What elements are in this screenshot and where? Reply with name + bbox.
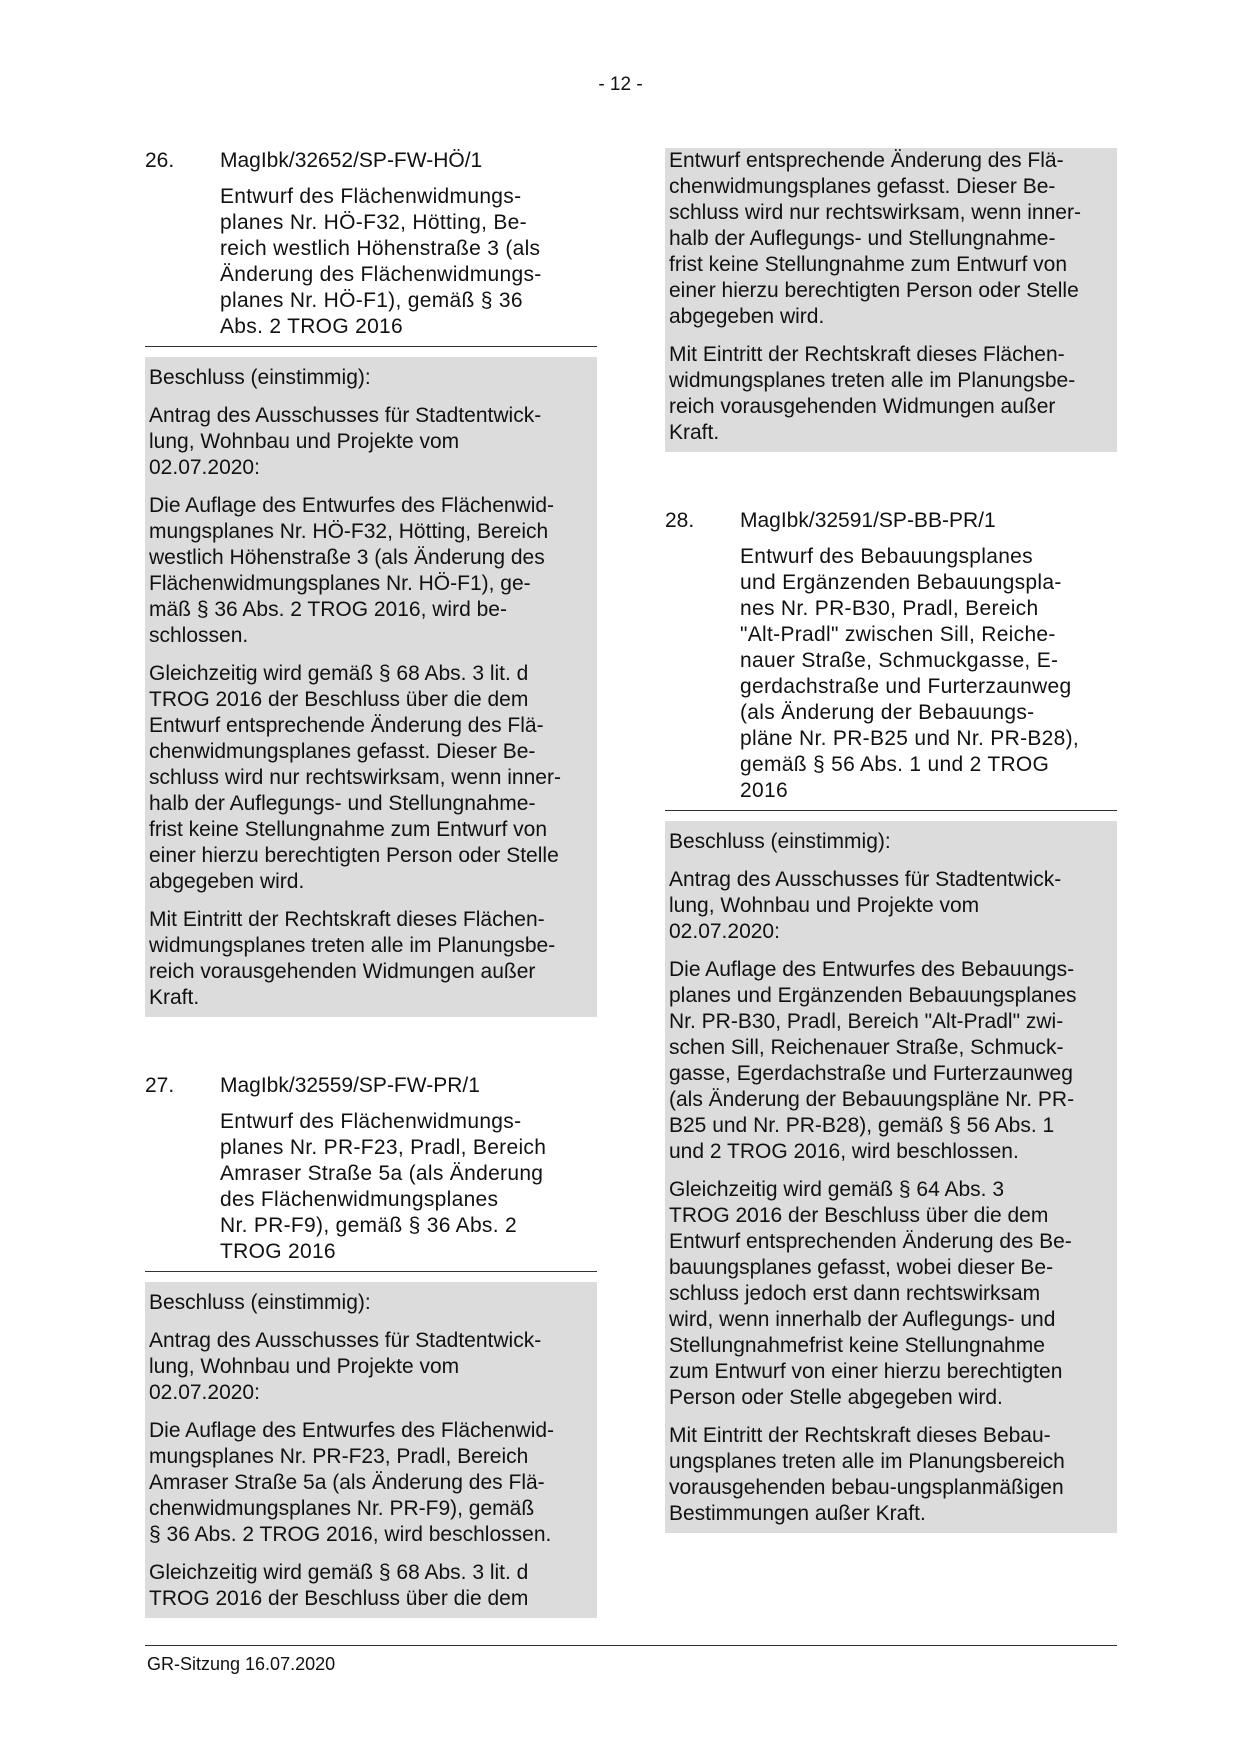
resolution-paragraph: Die Auflage des Entwurfes des Flächenwid- mungsplanes Nr. PR-F23, Pradl, Bereich Amraser Straße 5a (als Änderung des Flä- chenwidmungsplanes Nr. PR-F9), gemäß § 36 Abs. 2 TROG 2016, wird beschlossen. xyxy=(149,1419,555,1546)
agenda-item-27 xyxy=(145,1073,597,1618)
resolution-paragraph: Entwurf entsprechende Änderung des Flä- chenwidmungsplanes gefasst. Dieser Be- schluss wird nur rechtswirksam, wenn inner- halb der Auflegungs- und Stellungnahme- frist keine Stellungnahme zum Entwurf von einer hierzu berechtigten Person oder Stelle abgegeben wird. xyxy=(669,149,1081,328)
resolution-heading: Beschluss (einstimmig): xyxy=(149,366,371,389)
resolution-paragraph: Mit Eintritt der Rechtskraft dieses Flächen- widmungsplanes treten alle im Planungsbe- reich vorausgehenden Widmungen außer Kraft. xyxy=(149,908,556,1009)
item-number: 26. xyxy=(145,149,175,172)
item-number: 27. xyxy=(145,1074,175,1097)
resolution-paragraph: Mit Eintritt der Rechtskraft dieses Flächen- widmungsplanes treten alle im Planungsbe- reich vorausgehenden Widmungen außer Kraft. xyxy=(669,343,1076,444)
resolution-paragraph: Antrag des Ausschusses für Stadtentwick- lung, Wohnbau und Projekte vom 02.07.2020: xyxy=(149,404,542,479)
page-number: - 12 - xyxy=(598,74,643,95)
left-column xyxy=(145,148,597,1618)
divider xyxy=(665,810,1117,811)
item-title: Entwurf des Flächenwidmungs- planes Nr. HÖ-F32, Hötting, Be- reich westlich Höhenstraße 3 (als Änderung des Flächenwidmungs- planes Nr. HÖ-F1), gemäß § 36 Abs. 2 TROG 2016 xyxy=(220,185,542,338)
resolution-paragraph: Gleichzeitig wird gemäß § 68 Abs. 3 lit. d TROG 2016 der Beschluss über die dem xyxy=(149,1561,529,1610)
divider xyxy=(145,346,597,347)
resolution-box xyxy=(665,821,1117,1533)
footer-session-date: GR-Sitzung 16.07.2020 xyxy=(147,1654,336,1674)
item-header xyxy=(145,1073,597,1099)
footer-divider xyxy=(145,1645,1117,1646)
item-header xyxy=(665,508,1117,534)
item-header xyxy=(145,148,597,174)
resolution-paragraph: Antrag des Ausschusses für Stadtentwick- lung, Wohnbau und Projekte vom 02.07.2020: xyxy=(149,1329,542,1404)
item-reference-code: MagIbk/32652/SP-FW-HÖ/1 xyxy=(220,149,483,172)
item-title: Entwurf des Flächenwidmungs- planes Nr. PR-F23, Pradl, Bereich Amraser Straße 5a (als Änderung des Flächenwidmungsplanes Nr. PR-F9), gemäß § 36 Abs. 2 TROG 2016 xyxy=(220,1110,547,1263)
resolution-heading: Beschluss (einstimmig): xyxy=(669,830,891,853)
agenda-item-26 xyxy=(145,148,597,1017)
resolution-box xyxy=(145,357,597,1017)
divider xyxy=(145,1271,597,1272)
item-number: 28. xyxy=(665,509,695,532)
resolution-box-continued xyxy=(665,148,1117,452)
item-reference-code: MagIbk/32559/SP-FW-PR/1 xyxy=(220,1074,480,1097)
resolution-paragraph: Die Auflage des Entwurfes des Flächenwid- mungsplanes Nr. HÖ-F32, Hötting, Bereich westlich Höhenstraße 3 (als Änderung des Flächenwidmungsplanes Nr. HÖ-F1), ge- mäß § 36 Abs. 2 TROG 2016, wird be- schlossen. xyxy=(149,494,555,647)
resolution-box xyxy=(145,1282,597,1618)
item-title: Entwurf des Bebauungsplanes und Ergänzenden Bebauungspla- nes Nr. PR-B30, Pradl, Bereich "Alt-Pradl" zwischen Sill, Reiche- nauer Straße, Schmuckgasse, E- gerdachstraße und Furterzaunweg (als Änderung der Bebauungs- pläne Nr. PR-B25 und Nr. PR-B28), gemäß § 56 Abs. 1 und 2 TROG 2016 xyxy=(740,545,1080,802)
resolution-paragraph: Die Auflage des Entwurfes des Bebauungs- planes und Ergänzenden Bebauungsplanes Nr. PR-B30, Pradl, Bereich "Alt-Pradl" zwi- schen Sill, Reichenauer Straße, Schmuck- gasse, Egerdachstraße und Furterzaunweg (als Änderung der Bebauungspläne Nr. PR- B25 und Nr. PR-B28), gemäß § 56 Abs. 1 und 2 TROG 2016, wird beschlossen. xyxy=(669,958,1077,1163)
resolution-paragraph: Mit Eintritt der Rechtskraft dieses Bebau- ungsplanes treten alle im Planungsbereich vorausgehenden bebau-ungsplanmäßigen Bestimmungen außer Kraft. xyxy=(669,1424,1065,1525)
resolution-paragraph: Antrag des Ausschusses für Stadtentwick- lung, Wohnbau und Projekte vom 02.07.2020: xyxy=(669,868,1062,943)
resolution-paragraph: Gleichzeitig wird gemäß § 68 Abs. 3 lit. d TROG 2016 der Beschluss über die dem Entwurf entsprechende Änderung des Flä- chenwidmungsplanes gefasst. Dieser Be- schluss wird nur rechtswirksam, wenn inner- halb der Auflegungs- und Stellungnahme- frist keine Stellungnahme zum Entwurf von einer hierzu berechtigten Person oder Stelle abgegeben wird. xyxy=(149,662,561,893)
resolution-paragraph: Gleichzeitig wird gemäß § 64 Abs. 3 TROG 2016 der Beschluss über die dem Entwurf entsprechenden Änderung des Be- bauungsplanes gefasst, wobei dieser Be- schluss jedoch erst dann rechtswirksam wird, wenn innerhalb der Auflegungs- und Stellungnahmefrist keine Stellungnahme zum Entwurf von einer hierzu berechtigten Person oder Stelle abgegeben wird. xyxy=(669,1178,1072,1409)
resolution-heading: Beschluss (einstimmig): xyxy=(149,1291,371,1314)
item-reference-code: MagIbk/32591/SP-BB-PR/1 xyxy=(740,509,996,532)
right-column xyxy=(665,148,1117,1533)
agenda-item-28 xyxy=(665,508,1117,1533)
